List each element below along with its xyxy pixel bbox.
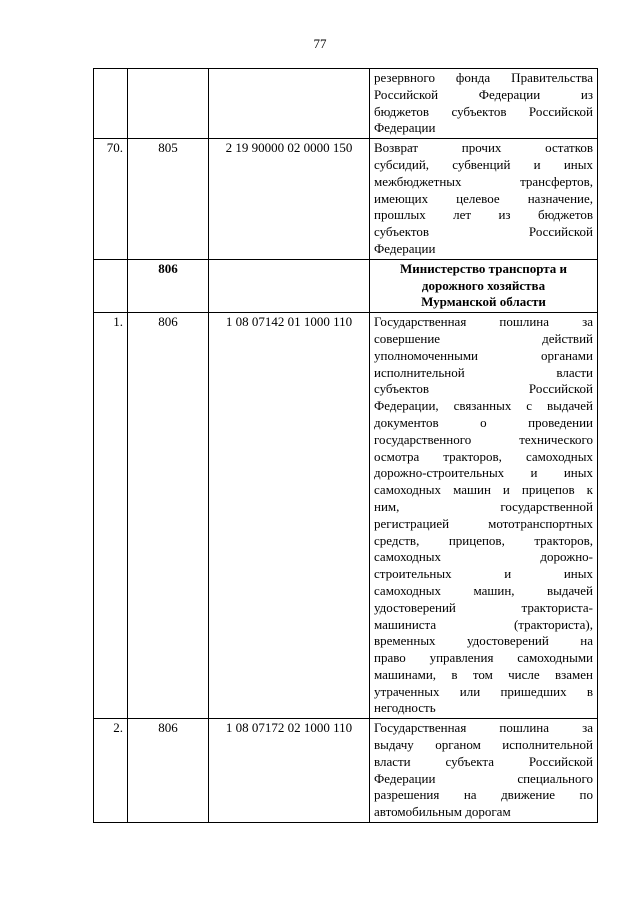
description-line: машиниста (тракториста), [374, 616, 593, 632]
budget-code-cell [209, 69, 370, 139]
description-line: Министерство транспорта и [399, 260, 568, 276]
row-number-cell: 2. [94, 719, 128, 823]
description-line: Федерации [374, 120, 436, 136]
description-line: прошлых лет из бюджетов [374, 207, 593, 223]
description-line: Российской Федерации из [374, 86, 593, 102]
description-line: удостоверений тракториста- [374, 599, 593, 615]
description-line: право управления самоходными [374, 650, 593, 666]
table-body [94, 69, 598, 823]
description-line: резервного фонда Правительства [374, 70, 593, 85]
description-line: имеющих целевое назначение, [374, 190, 593, 206]
administrator-code-cell: 806 [128, 719, 209, 823]
budget-code-cell: 1 08 07142 01 1000 110 [209, 313, 370, 719]
budget-code-cell [209, 259, 370, 312]
description-line: субъектов Российской [374, 224, 593, 240]
revenue-description-cell [370, 69, 598, 139]
administrator-code-cell: 806 [128, 313, 209, 719]
description-line: Федерации [374, 240, 436, 256]
page-number: 77 [313, 36, 327, 51]
table-row [94, 719, 598, 823]
table-row [94, 313, 598, 719]
description-line: осмотра тракторов, самоходных [374, 448, 593, 464]
description-line: дорожного хозяйства [421, 277, 546, 293]
description-line: бюджетов субъектов Российской [374, 103, 593, 119]
row-number-cell [94, 259, 128, 312]
description-line: негодность [374, 700, 436, 716]
budget-code-cell: 1 08 07172 02 1000 110 [209, 719, 370, 823]
revenue-description-cell [370, 139, 598, 260]
description-line: временных удостоверений на [374, 633, 593, 649]
description-line: Государственная пошлина за [374, 314, 593, 330]
description-line: самоходных машин и прицепов к [374, 482, 593, 498]
administrator-code-cell [128, 69, 209, 139]
description-line: документов о проведении [374, 414, 593, 430]
budget-classification-table [93, 68, 598, 823]
description-line: разрешения на движение по [374, 787, 593, 803]
revenue-description-cell [370, 313, 598, 719]
description-line: регистрацией мототранспортных [374, 515, 593, 531]
description-line: субъектов Российской [374, 381, 593, 397]
description-line: Мурманской области [421, 294, 546, 310]
description-line: государственного технического [374, 431, 593, 447]
description-line: самоходных дорожно- [374, 549, 593, 565]
table-row [94, 139, 598, 260]
revenue-description-cell [370, 259, 598, 312]
description-line: дорожно-строительных и иных [374, 465, 593, 481]
revenue-description-cell [370, 719, 598, 823]
section-header-row [94, 259, 598, 312]
description-line: машинами, в том числе взамен [374, 666, 593, 682]
description-line: ним, государственной [374, 498, 593, 514]
budget-code-cell: 2 19 90000 02 0000 150 [209, 139, 370, 260]
row-number-cell: 1. [94, 313, 128, 719]
description-line: Федерации, связанных с выдачей [374, 398, 593, 414]
description-line: утраченных или пришедших в [374, 683, 593, 699]
description-line: межбюджетных трансфертов, [374, 173, 593, 189]
description-line: выдачу органом исполнительной [374, 737, 593, 753]
administrator-code-cell: 805 [128, 139, 209, 260]
description-line: самоходных машин, выдачей [374, 582, 593, 598]
description-line: автомобильным дорогам [374, 804, 511, 820]
description-line: совершение действий [374, 330, 593, 346]
description-line: уполномоченными органами [374, 347, 593, 363]
description-line: субсидий, субвенций и иных [374, 156, 593, 172]
table-row [94, 69, 598, 139]
description-line: средств, прицепов, тракторов, [374, 532, 593, 548]
description-line: исполнительной власти [374, 364, 593, 380]
description-line: власти субъекта Российской [374, 753, 593, 769]
row-number-cell [94, 69, 128, 139]
description-line: Федерации специального [374, 770, 593, 786]
row-number-cell: 70. [94, 139, 128, 260]
description-line: Государственная пошлина за [374, 720, 593, 736]
administrator-code-cell: 806 [128, 259, 209, 312]
description-line: строительных и иных [374, 566, 593, 582]
description-line: Возврат прочих остатков [374, 140, 593, 156]
